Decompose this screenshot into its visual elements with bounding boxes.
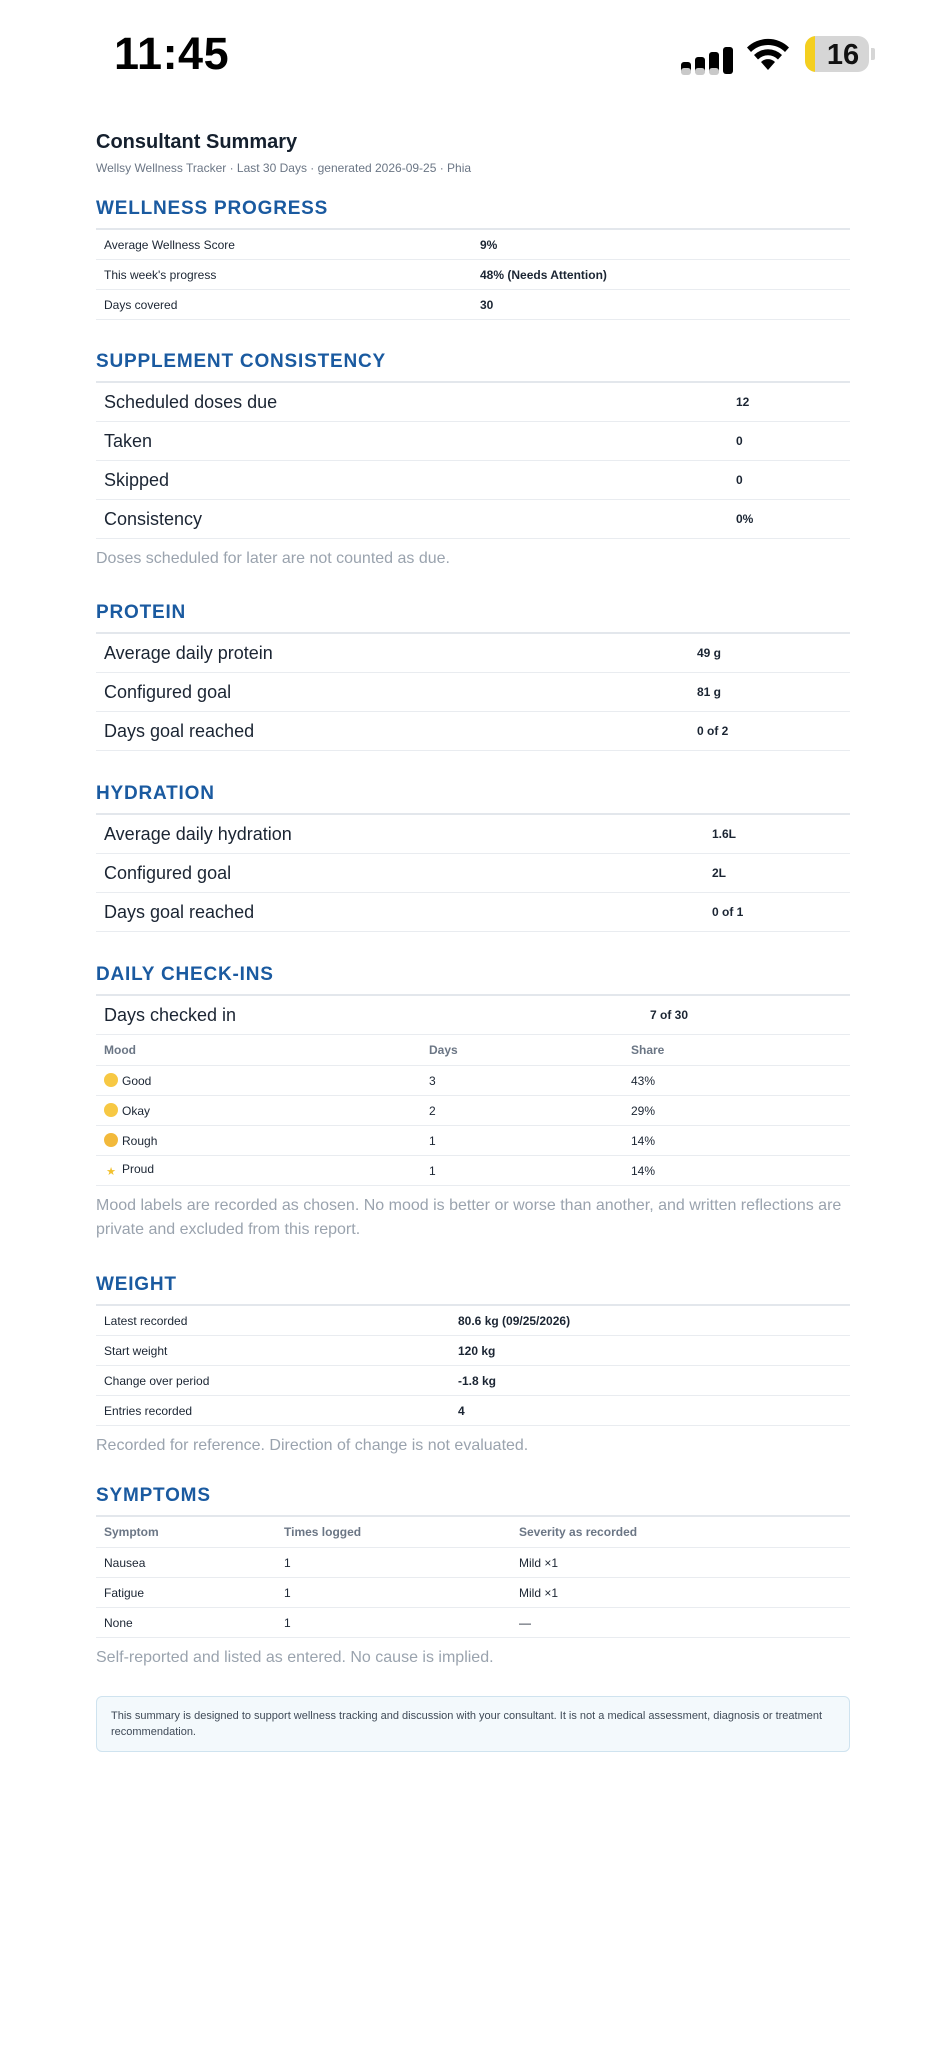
- row-label: Configured goal: [96, 673, 689, 712]
- symptom-cell: Nausea: [96, 1548, 276, 1578]
- column-header: Severity as recorded: [511, 1517, 850, 1548]
- row-label: This week's progress: [96, 260, 472, 290]
- row-value: 30: [472, 290, 850, 320]
- section-title: DAILY CHECK-INS: [96, 962, 850, 996]
- table-row: [96, 815, 850, 854]
- times-cell: 1: [276, 1608, 511, 1638]
- row-value: 81 g: [689, 673, 850, 712]
- disclaimer-text: This summary is designed to support wellness tracking and discussion with your consultant. It is not a medical assessment, diagnosis or treatment recommendation.: [111, 1710, 823, 1738]
- pensive-emoji-icon: [104, 1133, 118, 1147]
- table-row: [96, 1336, 850, 1366]
- mood-cell: [96, 1096, 421, 1126]
- section-title: SYMPTOMS: [96, 1483, 850, 1517]
- section-title: HYDRATION: [96, 781, 850, 815]
- severity-cell: Mild ×1: [511, 1578, 850, 1608]
- table-row: [96, 500, 850, 539]
- row-value: 0 of 2: [689, 712, 850, 751]
- row-label: Change over period: [96, 1366, 450, 1396]
- cellular-signal-icon: [681, 38, 733, 74]
- row-label: Latest recorded: [96, 1306, 450, 1336]
- row-label: Scheduled doses due: [96, 383, 728, 422]
- share-cell: 29%: [623, 1096, 850, 1126]
- star-emoji-icon: ★: [106, 1166, 116, 1178]
- section-title: PROTEIN: [96, 600, 850, 634]
- table-row: [96, 383, 850, 422]
- row-label: Average Wellness Score: [96, 230, 472, 260]
- section-title: WELLNESS PROGRESS: [96, 196, 850, 230]
- table-row: [96, 1156, 850, 1186]
- table-row: [96, 1306, 850, 1336]
- table-row: [96, 996, 850, 1035]
- severity-cell: Mild ×1: [511, 1548, 850, 1578]
- times-cell: 1: [276, 1548, 511, 1578]
- table-row: [96, 260, 850, 290]
- table-row: [96, 422, 850, 461]
- table-row: [96, 893, 850, 932]
- table-header-row: [96, 1035, 850, 1066]
- row-label: Average daily hydration: [96, 815, 704, 854]
- wifi-icon: [745, 36, 791, 72]
- status-bar: [0, 0, 946, 110]
- wellness-table: [96, 230, 850, 320]
- row-value: 0: [728, 461, 850, 500]
- share-cell: 14%: [623, 1156, 850, 1186]
- table-row: [96, 290, 850, 320]
- row-value: 2L: [704, 854, 850, 893]
- row-label: Consistency: [96, 500, 728, 539]
- section-title: WEIGHT: [96, 1272, 850, 1306]
- symptom-cell: None: [96, 1608, 276, 1638]
- section-note: Doses scheduled for later are not counted as due.: [96, 550, 450, 567]
- row-label: Days goal reached: [96, 712, 689, 751]
- battery-tip: [871, 48, 875, 60]
- column-header: Share: [623, 1035, 850, 1066]
- section-note: Mood labels are recorded as chosen. No mood is better or worse than another, and written reflections are private and excluded from this report.: [96, 1197, 842, 1238]
- share-cell: 43%: [623, 1066, 850, 1096]
- mood-label: Rough: [122, 1134, 158, 1148]
- days-cell: 3: [421, 1066, 623, 1096]
- severity-cell: —: [511, 1608, 850, 1638]
- battery-level: 16: [826, 39, 860, 71]
- mood-label: Okay: [122, 1104, 151, 1118]
- share-cell: 14%: [623, 1126, 850, 1156]
- column-header: Mood: [96, 1035, 421, 1066]
- table-row: [96, 1366, 850, 1396]
- row-value: 7 of 30: [642, 996, 850, 1035]
- table-row: [96, 1066, 850, 1096]
- supplement-table: [96, 383, 850, 539]
- table-row: [96, 1396, 850, 1426]
- days-cell: 1: [421, 1156, 623, 1186]
- row-label: Days goal reached: [96, 893, 704, 932]
- protein-table: [96, 634, 850, 751]
- hydration-table: [96, 815, 850, 932]
- battery-icon: [805, 36, 869, 72]
- row-value: 48% (Needs Attention): [472, 260, 850, 290]
- mood-table: [96, 1035, 850, 1186]
- protein-section: [96, 600, 850, 751]
- mood-label: Good: [122, 1074, 152, 1088]
- checkins-summary-table: [96, 996, 850, 1035]
- table-header-row: [96, 1517, 850, 1548]
- row-label: Average daily protein: [96, 634, 689, 673]
- hydration-section: [96, 781, 850, 932]
- row-value: 49 g: [689, 634, 850, 673]
- row-value: 80.6 kg (09/25/2026): [450, 1306, 850, 1336]
- page-title: Consultant Summary: [96, 131, 298, 153]
- days-cell: 1: [421, 1126, 623, 1156]
- row-value: 9%: [472, 230, 850, 260]
- table-row: [96, 634, 850, 673]
- table-row: [96, 461, 850, 500]
- row-value: 4: [450, 1396, 850, 1426]
- row-label: Configured goal: [96, 854, 704, 893]
- row-label: Entries recorded: [96, 1396, 450, 1426]
- report-header: [96, 130, 850, 176]
- row-value: 12: [728, 383, 850, 422]
- column-header: Times logged: [276, 1517, 511, 1548]
- status-time: 11:45: [114, 28, 230, 79]
- row-label: Taken: [96, 422, 728, 461]
- mood-cell: [96, 1126, 421, 1156]
- mood-cell: [96, 1066, 421, 1096]
- table-row: [96, 1126, 850, 1156]
- row-label: Days checked in: [96, 996, 642, 1035]
- row-label: Start weight: [96, 1336, 450, 1366]
- table-row: [96, 854, 850, 893]
- wellness-progress-section: [96, 196, 850, 320]
- smile-emoji-icon: [104, 1073, 118, 1087]
- table-row: [96, 1548, 850, 1578]
- section-title: SUPPLEMENT CONSISTENCY: [96, 349, 850, 383]
- row-value: 0%: [728, 500, 850, 539]
- weight-table: [96, 1306, 850, 1426]
- symptoms-section: [96, 1483, 850, 1670]
- symptoms-table: [96, 1517, 850, 1638]
- times-cell: 1: [276, 1578, 511, 1608]
- page-subtitle: Wellsy Wellness Tracker · Last 30 Days · generated 2026-09-25 · Phia: [96, 161, 472, 175]
- row-value: 1.6L: [704, 815, 850, 854]
- table-row: [96, 673, 850, 712]
- supplement-consistency-section: [96, 349, 850, 571]
- mood-cell: [96, 1156, 421, 1186]
- section-note: Recorded for reference. Direction of change is not evaluated.: [96, 1437, 529, 1454]
- column-header: Days: [421, 1035, 623, 1066]
- table-row: [96, 1578, 850, 1608]
- section-note: Self-reported and listed as entered. No cause is implied.: [96, 1649, 494, 1666]
- table-row: [96, 1608, 850, 1638]
- slight-smile-emoji-icon: [104, 1103, 118, 1117]
- row-label: Days covered: [96, 290, 472, 320]
- row-value: 120 kg: [450, 1336, 850, 1366]
- weight-section: [96, 1272, 850, 1458]
- mood-label: Proud: [122, 1162, 155, 1176]
- table-row: [96, 712, 850, 751]
- table-row: [96, 230, 850, 260]
- daily-checkins-section: [96, 962, 850, 1242]
- symptom-cell: Fatigue: [96, 1578, 276, 1608]
- row-value: 0: [728, 422, 850, 461]
- row-label: Skipped: [96, 461, 728, 500]
- table-row: [96, 1096, 850, 1126]
- row-value: -1.8 kg: [450, 1366, 850, 1396]
- column-header: Symptom: [96, 1517, 276, 1548]
- disclaimer-box: [96, 1696, 850, 1752]
- days-cell: 2: [421, 1096, 623, 1126]
- row-value: 0 of 1: [704, 893, 850, 932]
